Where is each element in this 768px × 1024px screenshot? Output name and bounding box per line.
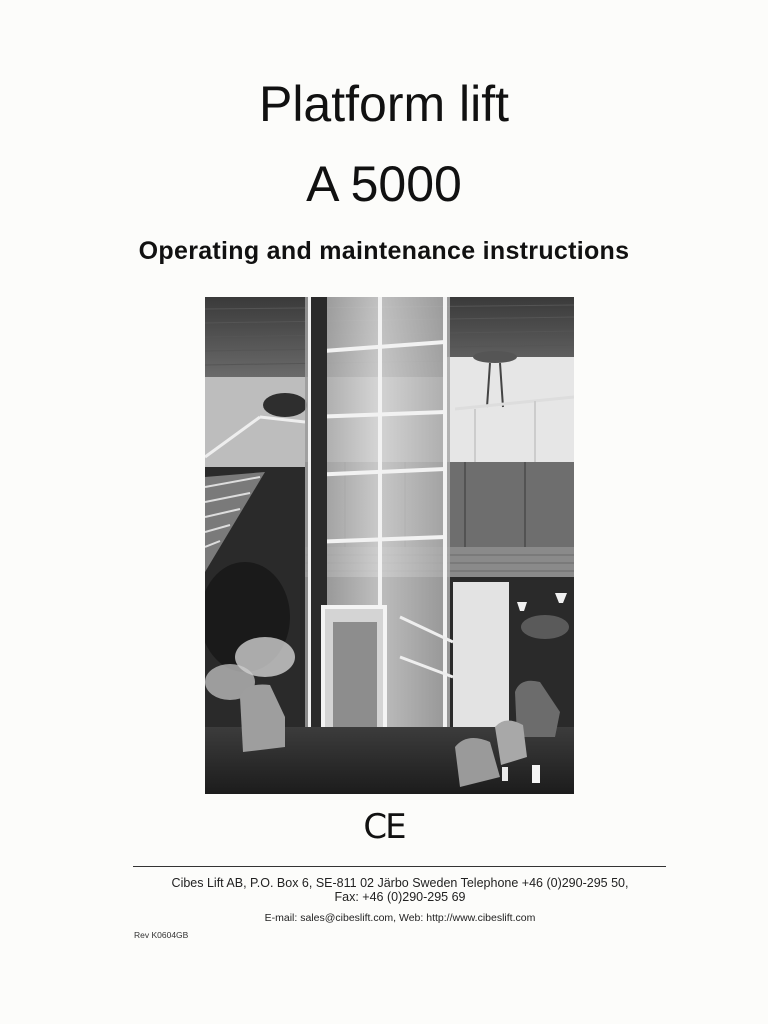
company-address xyxy=(100,876,700,904)
address-line-2: Fax: +46 (0)290-295 69 xyxy=(334,890,466,904)
model-name: A 5000 xyxy=(306,156,462,212)
document-title: Platform lift xyxy=(258,76,510,132)
platform-lift-photo xyxy=(205,297,574,794)
footer-divider xyxy=(133,866,666,867)
company-contact: E-mail: sales@cibeslift.com, Web: http://www.cibeslift.com xyxy=(264,912,536,924)
revision-code: Rev K0604GB xyxy=(134,930,189,940)
address-line-1: Cibes Lift AB, P.O. Box 6, SE-811 02 Järbo Sweden Telephone +46 (0)290-295 50, xyxy=(171,876,629,890)
document-subtitle: Operating and maintenance instructions xyxy=(138,237,630,265)
ce-mark-logo: CE xyxy=(363,807,405,847)
